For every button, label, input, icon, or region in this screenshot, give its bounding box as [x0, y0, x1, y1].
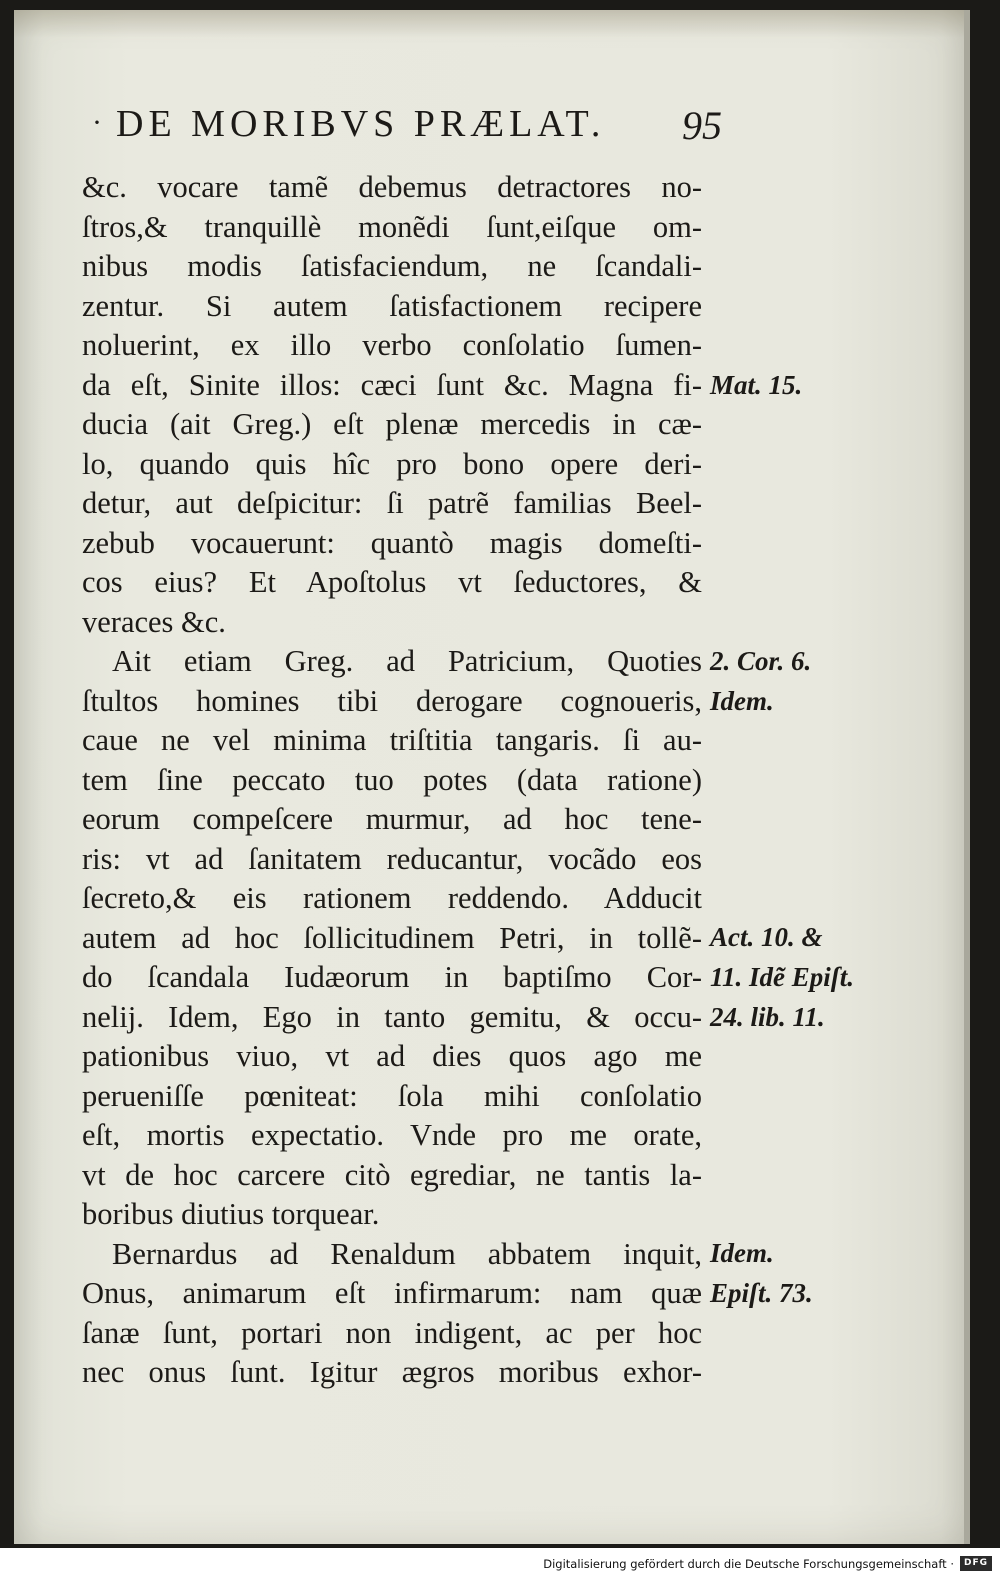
page-header: [92, 100, 722, 152]
text-line: eorum compeſcere murmur, ad hoc tene-: [82, 802, 702, 836]
text-line: eſt, mortis expectatio. Vnde pro me orate,: [82, 1118, 702, 1152]
text-line: Ait etiam Greg. ad Patricium, Quoties: [112, 644, 702, 678]
marginal-note-idem: Idem.: [710, 686, 774, 716]
marginal-note-mat-15: Mat. 15.: [710, 370, 803, 400]
header-dot: ·: [92, 106, 102, 139]
text-line: Onus, animarum eſt infirmarum: nam quæ: [82, 1276, 702, 1310]
text-line: boribus diutius torquear.: [82, 1197, 380, 1231]
page-right-edge: [964, 10, 970, 1544]
text-line: tem ſine peccato tuo potes (data ratione): [82, 762, 702, 797]
text-line: zentur. Si autem ſatisfactionem recipere: [82, 288, 702, 323]
marginal-note-24-lib-11: 24. lib. 11.: [710, 1002, 825, 1032]
text-line: ſtros,& tranquillè monẽdi ſunt,eiſque om-: [82, 209, 702, 244]
page-top-stain: [14, 10, 970, 38]
text-line: vt de hoc carcere citò egrediar, ne tantis la-: [82, 1157, 702, 1192]
text-line: da eſt, Sinite illos: cæci ſunt &c. Magna fi-: [82, 367, 702, 402]
text-line: zebub vocauerunt: quantò magis domeſti-: [82, 525, 702, 560]
text-line: pationibus viuo, vt ad dies quos ago me: [82, 1039, 702, 1073]
marginal-note-idem-2: Idem.: [710, 1238, 774, 1268]
text-line: nec onus ſunt. Igitur ægros moribus exhor-: [82, 1355, 702, 1389]
text-line: lo, quando quis hîc pro bono opere deri-: [82, 446, 702, 481]
page-number: 95: [682, 103, 722, 148]
marginal-note-2-cor-6: 2. Cor. 6.: [710, 646, 812, 676]
marginal-note-epist-73: Epiſt. 73.: [710, 1278, 813, 1308]
text-line: nibus modis ſatisfaciendum, ne ſcandali-: [82, 249, 702, 283]
text-line: do ſcandala Iudæorum in baptiſmo Cor-: [82, 960, 702, 994]
text-line: ſecreto,& eis rationem reddendo. Adducit: [82, 881, 702, 915]
text-line: ris: vt ad ſanitatem reducantur, vocãdo eos: [82, 841, 702, 876]
marginal-note-act-10: Act. 10. &: [710, 922, 823, 952]
text-line: caue ne vel minima triſtitia tangaris. ſi au-: [82, 723, 702, 757]
text-line: veraces &c.: [82, 604, 226, 639]
text-line: ſtultos homines tibi derogare cognoueris,: [82, 683, 702, 718]
text-line: autem ad hoc ſollicitudinem Petri, in tollẽ-: [82, 920, 702, 955]
text-line: perueniſſe pœniteat: ſola mihi conſolatio: [82, 1078, 702, 1113]
text-line: &c. vocare tamẽ debemus detractores no-: [82, 170, 702, 204]
funding-credit: Digitalisierung gefördert durch die Deutsche Forschungsgemeinschaft ·: [543, 1557, 954, 1571]
text-line: cos eius? Et Apoſtolus vt ſeductores, &: [82, 565, 702, 599]
running-title: DE MORIBVS PRÆLAT.: [116, 103, 606, 145]
body-text: [82, 168, 702, 1393]
text-line: nelij. Idem, Ego in tanto gemitu, & occu-: [82, 999, 702, 1034]
text-line: detur, aut deſpicitur: ſi patrẽ familias Beel-: [82, 486, 702, 520]
text-line: ſanæ ſunt, portari non indigent, ac per hoc: [82, 1315, 702, 1350]
marginal-note-ide-epist: 11. Idẽ Epiſt.: [710, 962, 855, 992]
text-line: ducia (ait Greg.) eſt plenæ mercedis in cæ-: [82, 407, 702, 441]
text-line: Bernardus ad Renaldum abbatem inquit,: [112, 1236, 702, 1271]
dfg-logo: DFG: [960, 1556, 992, 1571]
footer-bar: [0, 1550, 1000, 1580]
text-line: noluerint, ex illo verbo conſolatio ſumen-: [82, 328, 702, 362]
